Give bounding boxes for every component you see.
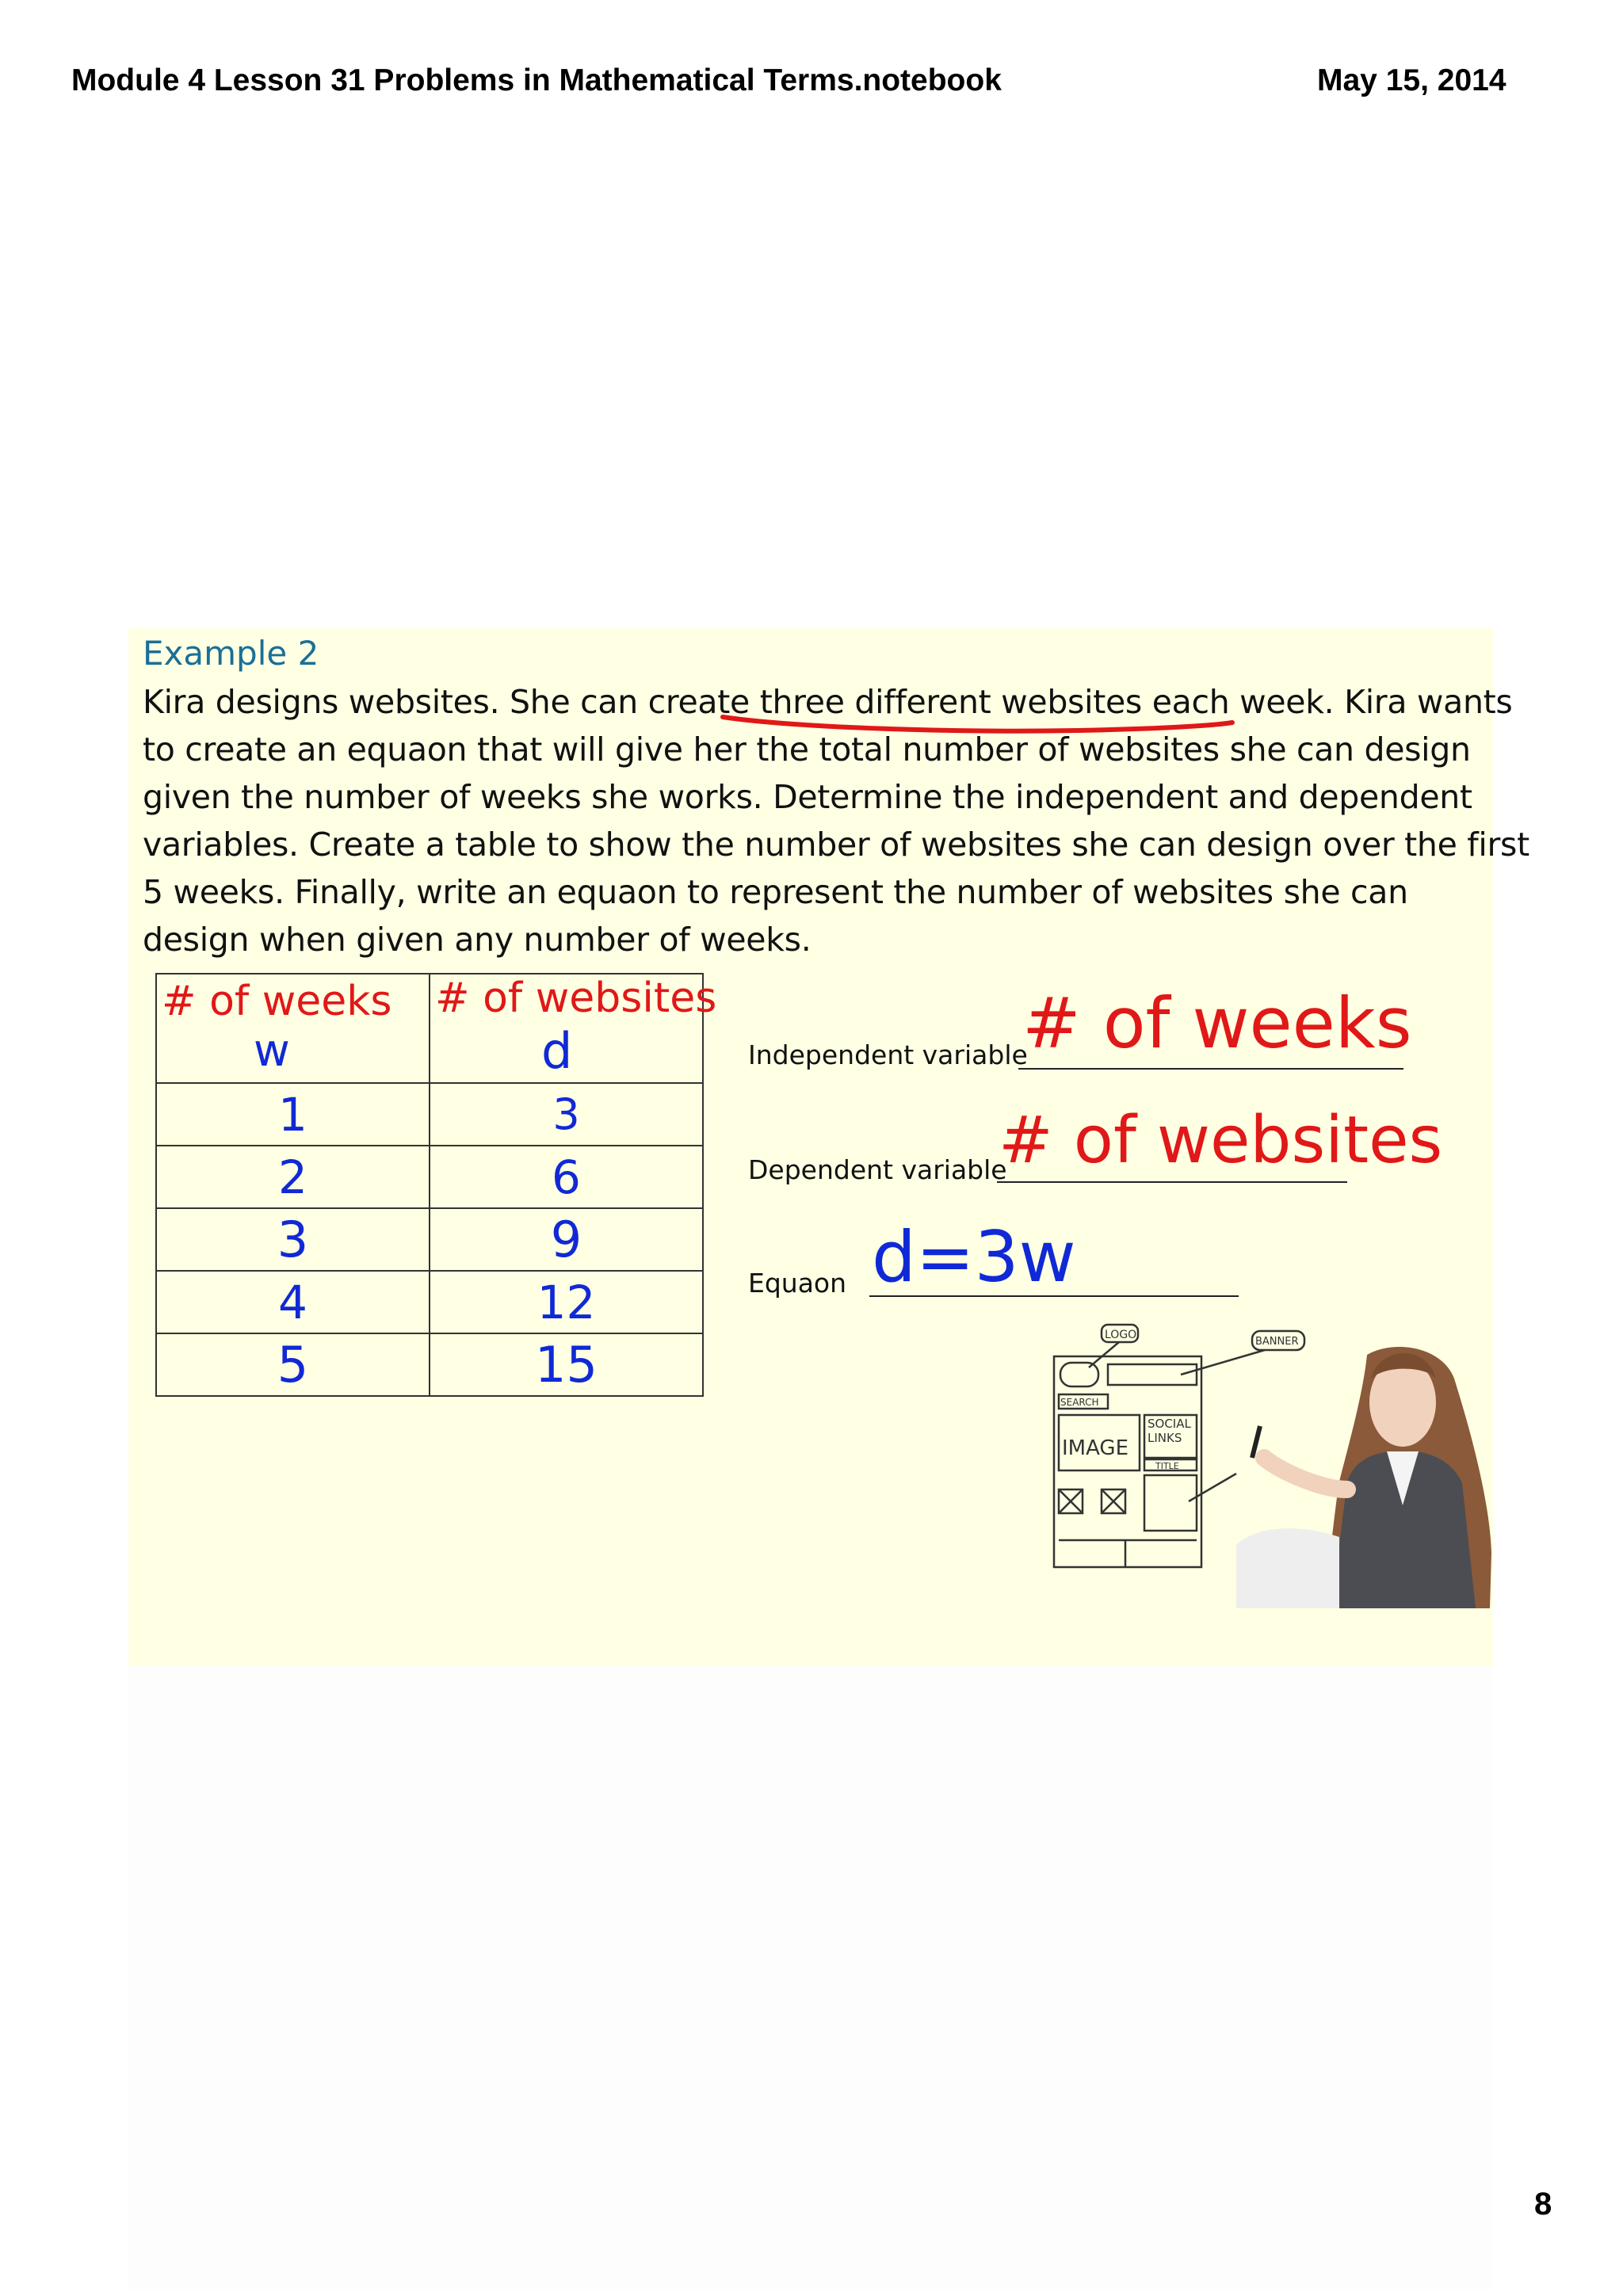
problem-line: to create an equaon that will give her the total number of websites she can design [143, 730, 1471, 769]
websites-cell: 6 [430, 1146, 703, 1208]
image-text: IMAGE [1062, 1436, 1129, 1460]
websites-cell: 12 [430, 1271, 703, 1333]
websites-cell: 9 [430, 1208, 703, 1271]
problem-line: given the number of weeks she works. Determine the independent and dependent [143, 778, 1472, 816]
problem-line: design when given any number of weeks. [143, 921, 812, 959]
links-text: LINKS [1148, 1431, 1182, 1445]
notebook-title: Module 4 Lesson 31 Problems in Mathematical Terms.notebook [71, 63, 1002, 97]
independent-answer: # of weeks [1022, 982, 1412, 1064]
logo-text: LOGO [1105, 1329, 1137, 1341]
page-number: 8 [1534, 2187, 1552, 2222]
equation-answer: d=3w [872, 1216, 1076, 1298]
weeks-cell: 3 [156, 1208, 430, 1271]
problem-line: 5 weeks. Finally, write an equaon to represent the number of websites she can [143, 873, 1408, 911]
header-weeks: # of weeks [162, 978, 392, 1025]
title-text: TITLE [1155, 1461, 1179, 1471]
equation-label: Equaon [748, 1268, 847, 1299]
banner-text: BANNER [1255, 1336, 1299, 1348]
websites-cell: 3 [430, 1083, 703, 1146]
independent-label: Independent variable [748, 1039, 1028, 1070]
person-figure [1236, 1347, 1491, 1608]
problem-line: Kira designs websites. She can create three different websites each week. Kira wants [143, 683, 1513, 721]
problem-line: variables. Create a table to show the number of websites she can design over the first [143, 826, 1529, 864]
search-text: SEARCH [1060, 1397, 1099, 1408]
weeks-cell: 4 [156, 1271, 430, 1333]
weeks-cell: 5 [156, 1333, 430, 1396]
dependent-label: Dependent variable [748, 1154, 1007, 1185]
websites-cell: 15 [430, 1333, 703, 1396]
var-d: d [541, 1022, 573, 1080]
weeks-cell: 1 [156, 1083, 430, 1146]
header-websites: # of websites [435, 974, 717, 1022]
dependent-answer: # of websites [999, 1103, 1443, 1178]
var-w: w [254, 1025, 290, 1077]
weeks-cell: 2 [156, 1146, 430, 1208]
social-text: SOCIAL [1148, 1417, 1191, 1431]
notebook-date: May 15, 2014 [1317, 63, 1507, 97]
example-title: Example 2 [143, 634, 319, 673]
